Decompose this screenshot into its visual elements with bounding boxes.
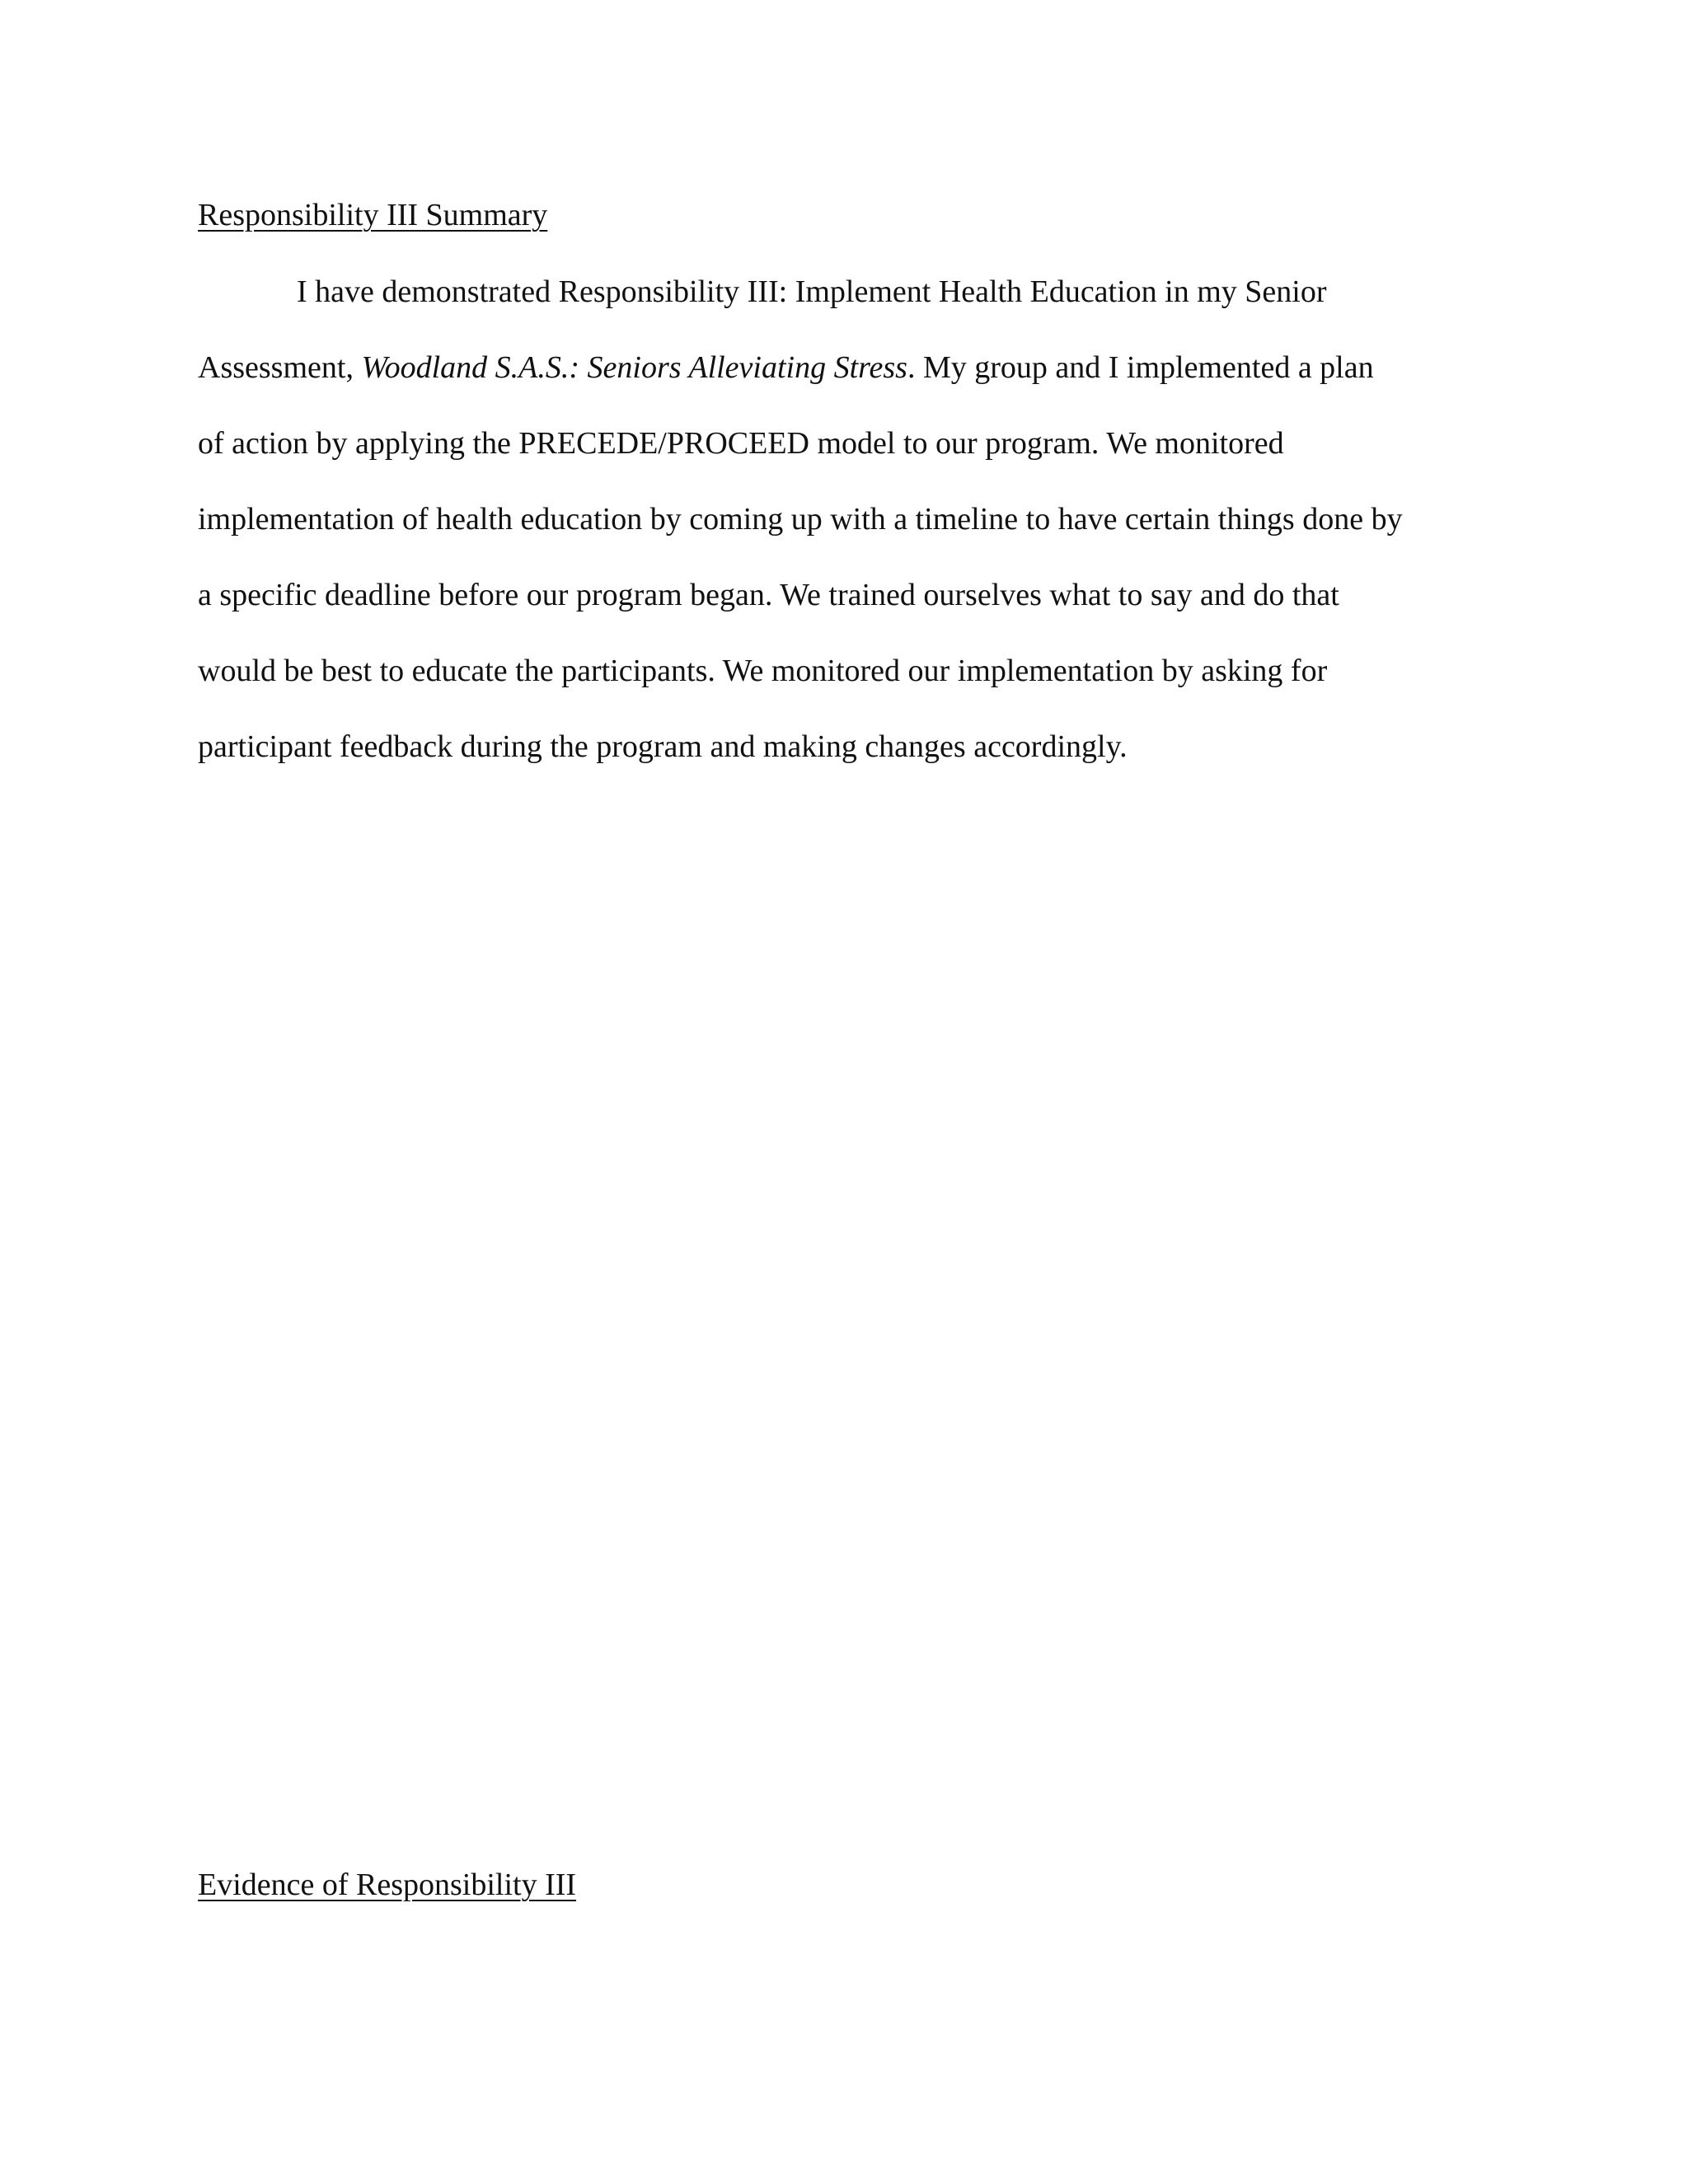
- summary-heading: Responsibility III Summary: [198, 198, 548, 232]
- paragraph-line-2-end: . My group and I implemented a plan: [907, 350, 1374, 385]
- paragraph-line-4: implementation of health education by coming up with a timeline to have certain things done by: [198, 502, 1403, 537]
- paragraph-line-5: a specific deadline before our program began. We trained ourselves what to say and do that: [198, 578, 1339, 612]
- paragraph-line-2: [198, 330, 1500, 405]
- evidence-heading: Evidence of Responsibility III: [198, 1868, 577, 1902]
- paragraph-line-2-start: Assessment,: [198, 350, 362, 385]
- paragraph-line-7: participant feedback during the program and making changes accordingly.: [198, 729, 1128, 764]
- paragraph-line-6: would be best to educate the participants. We monitored our implementation by asking for: [198, 654, 1328, 688]
- paragraph-line-3: of action by applying the PRECEDE/PROCEED model to our program. We monitored: [198, 426, 1284, 461]
- program-title: Woodland S.A.S.: Seniors Alleviating Stress: [361, 350, 907, 385]
- summary-paragraph: [198, 254, 1500, 785]
- paragraph-line-1: I have demonstrated Responsibility III: Implement Health Education in my Senior: [297, 274, 1327, 309]
